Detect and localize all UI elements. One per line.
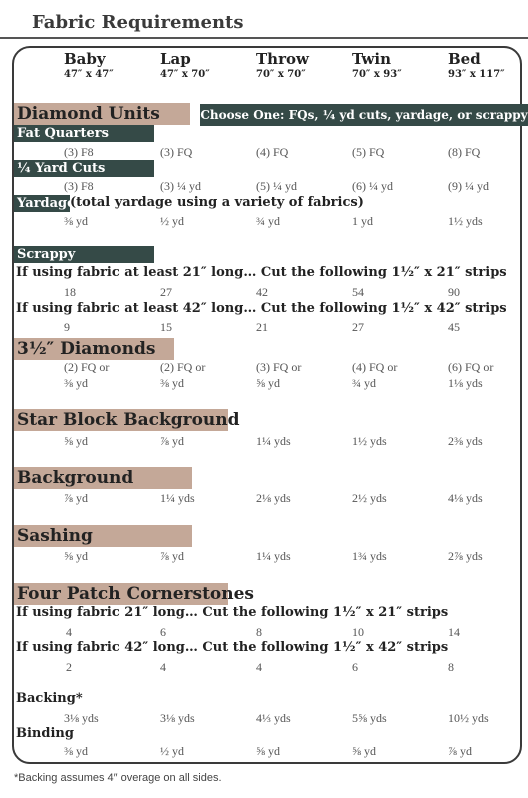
column-header-throw: Throw <box>256 50 309 68</box>
backing-lap: 3⅛ yds <box>160 711 195 725</box>
subheading-scrappy: Scrappy <box>14 246 154 263</box>
diamonds-lap-line1: (2) FQ or <box>160 360 206 374</box>
scrappy-42-bed: 45 <box>448 320 460 334</box>
cornerstones-21-throw: 8 <box>256 625 262 639</box>
diamonds-bed-line1: (6) FQ or <box>448 360 494 374</box>
yardage-throw: ¾ yd <box>256 214 280 228</box>
backing-label: Backing* <box>16 691 83 706</box>
quarter-yard-bed: (9) ¼ yd <box>448 179 489 193</box>
section-heading-background: Background <box>14 467 192 489</box>
section-heading-diamonds: 3½″ Diamonds <box>14 338 174 360</box>
subheading-quarter-yard-cuts: ¼ Yard Cuts <box>14 160 154 177</box>
section-heading-sashing: Sashing <box>14 525 192 547</box>
section-heading-star-block-background: Star Block Background <box>14 409 228 431</box>
choose-one-note: Choose One: FQs, ¼ yd cuts, yardage, or scrappy <box>200 104 528 126</box>
column-size-lap: 47″ x 70″ <box>160 69 210 80</box>
cornerstones-42-baby: 2 <box>66 660 72 674</box>
scrappy-21-lap: 27 <box>160 285 172 299</box>
background-lap: 1¼ yds <box>160 491 195 505</box>
backing-bed: 10½ yds <box>448 711 489 725</box>
scrappy-instruction-21: If using fabric at least 21″ long… Cut the following 1½″ x 21″ strips <box>16 265 507 280</box>
sashing-throw: 1¼ yds <box>256 549 291 563</box>
scrappy-21-twin: 54 <box>352 285 364 299</box>
yardage-lap: ½ yd <box>160 214 184 228</box>
diamonds-bed-line2: 1⅛ yds <box>448 376 483 390</box>
cornerstones-42-throw: 4 <box>256 660 262 674</box>
subheading-yardage: Yardage <box>14 195 70 212</box>
scrappy-21-baby: 18 <box>64 285 76 299</box>
binding-baby: ⅜ yd <box>64 744 88 758</box>
scrappy-42-lap: 15 <box>160 320 172 334</box>
background-throw: 2⅛ yds <box>256 491 291 505</box>
binding-throw: ⅝ yd <box>256 744 280 758</box>
fat-quarters-throw: (4) FQ <box>256 145 289 159</box>
background-bed: 4⅛ yds <box>448 491 483 505</box>
column-header-bed: Bed <box>448 50 481 68</box>
diamonds-twin-line2: ¾ yd <box>352 376 376 390</box>
section-heading-diamond-units: Diamond Units <box>14 103 190 125</box>
quarter-yard-twin: (6) ¼ yd <box>352 179 393 193</box>
diamonds-baby-line1: (2) FQ or <box>64 360 110 374</box>
yardage-twin: 1 yd <box>352 214 373 228</box>
star-background-throw: 1¼ yds <box>256 434 291 448</box>
cornerstones-21-baby: 4 <box>66 625 72 639</box>
title-rule <box>0 37 528 39</box>
scrappy-21-bed: 90 <box>448 285 460 299</box>
diamonds-baby-line2: ⅜ yd <box>64 376 88 390</box>
yardage-baby: ⅜ yd <box>64 214 88 228</box>
quarter-yard-baby: (3) F8 <box>64 179 94 193</box>
quarter-yard-lap: (3) ¼ yd <box>160 179 201 193</box>
column-size-baby: 47″ x 47″ <box>64 69 114 80</box>
cornerstones-21-bed: 14 <box>448 625 460 639</box>
cornerstones-instruction-21: If using fabric 21″ long… Cut the following 1½″ x 21″ strips <box>16 605 449 620</box>
backing-footnote: *Backing assumes 4″ overage on all sides. <box>14 772 222 784</box>
fat-quarters-lap: (3) FQ <box>160 145 193 159</box>
diamonds-twin-line1: (4) FQ or <box>352 360 398 374</box>
diamonds-throw-line1: (3) FQ or <box>256 360 302 374</box>
fat-quarters-baby: (3) F8 <box>64 145 94 159</box>
yardage-bed: 1½ yds <box>448 214 483 228</box>
column-header-lap: Lap <box>160 50 191 68</box>
star-background-baby: ⅝ yd <box>64 434 88 448</box>
sashing-baby: ⅝ yd <box>64 549 88 563</box>
binding-lap: ½ yd <box>160 744 184 758</box>
backing-baby: 3⅛ yds <box>64 711 99 725</box>
star-background-lap: ⅞ yd <box>160 434 184 448</box>
yardage-note: (total yardage using a variety of fabrics) <box>70 195 364 210</box>
binding-bed: ⅞ yd <box>448 744 472 758</box>
binding-label: Binding <box>16 726 74 741</box>
binding-twin: ⅝ yd <box>352 744 376 758</box>
scrappy-42-twin: 27 <box>352 320 364 334</box>
column-header-twin: Twin <box>352 50 392 68</box>
quarter-yard-throw: (5) ¼ yd <box>256 179 297 193</box>
column-size-twin: 70″ x 93″ <box>352 69 402 80</box>
sashing-bed: 2⅞ yds <box>448 549 483 563</box>
scrappy-42-throw: 21 <box>256 320 268 334</box>
cornerstones-21-lap: 6 <box>160 625 166 639</box>
star-background-twin: 1½ yds <box>352 434 387 448</box>
cornerstones-21-twin: 10 <box>352 625 364 639</box>
subheading-fat-quarters: Fat Quarters <box>14 125 154 142</box>
star-background-bed: 2⅜ yds <box>448 434 483 448</box>
backing-twin: 5⅝ yds <box>352 711 387 725</box>
backing-throw: 4⅓ yds <box>256 711 291 725</box>
sashing-twin: 1¾ yds <box>352 549 387 563</box>
diamonds-throw-line2: ⅝ yd <box>256 376 280 390</box>
scrappy-42-baby: 9 <box>64 320 70 334</box>
diamonds-lap-line2: ⅜ yd <box>160 376 184 390</box>
fat-quarters-bed: (8) FQ <box>448 145 481 159</box>
cornerstones-42-lap: 4 <box>160 660 166 674</box>
cornerstones-42-bed: 8 <box>448 660 454 674</box>
page-title: Fabric Requirements <box>32 12 244 33</box>
fat-quarters-twin: (5) FQ <box>352 145 385 159</box>
column-size-throw: 70″ x 70″ <box>256 69 306 80</box>
column-header-baby: Baby <box>64 50 106 68</box>
cornerstones-42-twin: 6 <box>352 660 358 674</box>
sashing-lap: ⅞ yd <box>160 549 184 563</box>
scrappy-21-throw: 42 <box>256 285 268 299</box>
scrappy-instruction-42: If using fabric at least 42″ long… Cut the following 1½″ x 42″ strips <box>16 301 507 316</box>
section-heading-four-patch-cornerstones: Four Patch Cornerstones <box>14 583 228 605</box>
background-twin: 2½ yds <box>352 491 387 505</box>
background-baby: ⅞ yd <box>64 491 88 505</box>
cornerstones-instruction-42: If using fabric 42″ long… Cut the following 1½″ x 42″ strips <box>16 640 449 655</box>
column-size-bed: 93″ x 117″ <box>448 69 505 80</box>
